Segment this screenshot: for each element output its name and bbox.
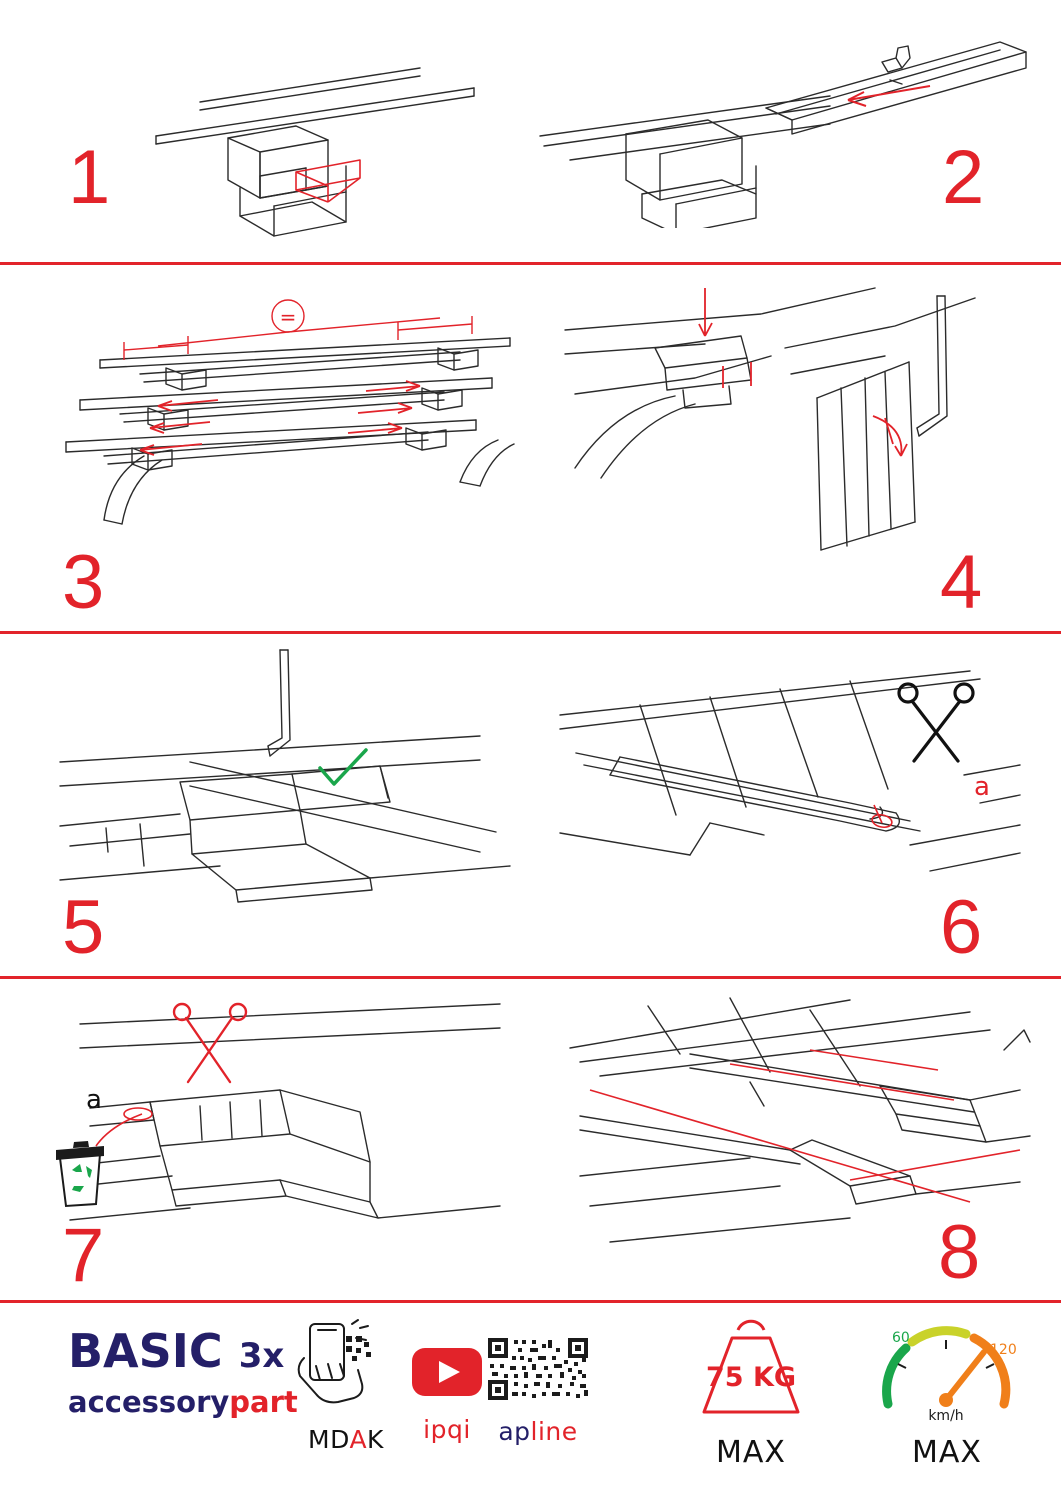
mdak-logo-block — [286, 1318, 406, 1454]
speed-tick-60: 60 — [892, 1330, 910, 1346]
label-a-step6: a — [974, 772, 990, 802]
footer — [0, 1300, 1061, 1500]
step-5-illustration — [40, 640, 530, 910]
step-2-number: 2 — [942, 135, 984, 220]
step-5-number: 5 — [62, 885, 104, 970]
max-load-value: 75 KG — [705, 1362, 797, 1393]
step-8-number: 8 — [938, 1210, 980, 1295]
company-name-part2: part — [229, 1385, 298, 1419]
max-speed-block — [862, 1308, 1032, 1470]
step-7-number: 7 — [62, 1213, 104, 1298]
apline-logo-block — [478, 1332, 598, 1446]
speed-unit: km/h — [928, 1408, 964, 1424]
step-3-number: 3 — [62, 540, 104, 625]
scissors-icon — [899, 684, 973, 761]
product-multiplier-label: 3x — [238, 1336, 285, 1376]
divider-row-2 — [0, 631, 1061, 634]
step-6-number: 6 — [940, 885, 982, 970]
recycle-bin-icon — [56, 1141, 104, 1206]
company-name-part1: accessory — [68, 1385, 230, 1419]
max-speed-caption: MAX — [912, 1435, 982, 1470]
speed-tick-120: 120 — [990, 1342, 1017, 1358]
speedometer-icon — [862, 1308, 1032, 1426]
step-1-illustration — [60, 40, 490, 255]
label-a-step7: a — [86, 1085, 102, 1115]
mdak-caption: MDAK — [308, 1425, 384, 1454]
step-3-illustration — [40, 290, 540, 530]
apline-caption: apline — [498, 1417, 578, 1446]
step-4-illustration — [555, 278, 1025, 558]
divider-row-1 — [0, 262, 1061, 265]
weight-icon — [666, 1308, 836, 1426]
max-load-caption: MAX — [716, 1435, 786, 1470]
equal-symbol: = — [279, 305, 297, 329]
step-6-illustration — [550, 645, 1030, 905]
product-line-label: BASIC — [68, 1324, 223, 1378]
max-load-block — [666, 1308, 836, 1470]
qr-code-icon — [478, 1332, 598, 1406]
hand-scanning-qr-icon — [286, 1318, 406, 1414]
step-1-number: 1 — [68, 135, 110, 220]
brand-block — [68, 1324, 298, 1419]
step-7-illustration — [30, 990, 520, 1260]
ipqi-caption: ipqi — [423, 1415, 471, 1444]
divider-row-3 — [0, 976, 1061, 979]
step-4-number: 4 — [940, 540, 982, 625]
